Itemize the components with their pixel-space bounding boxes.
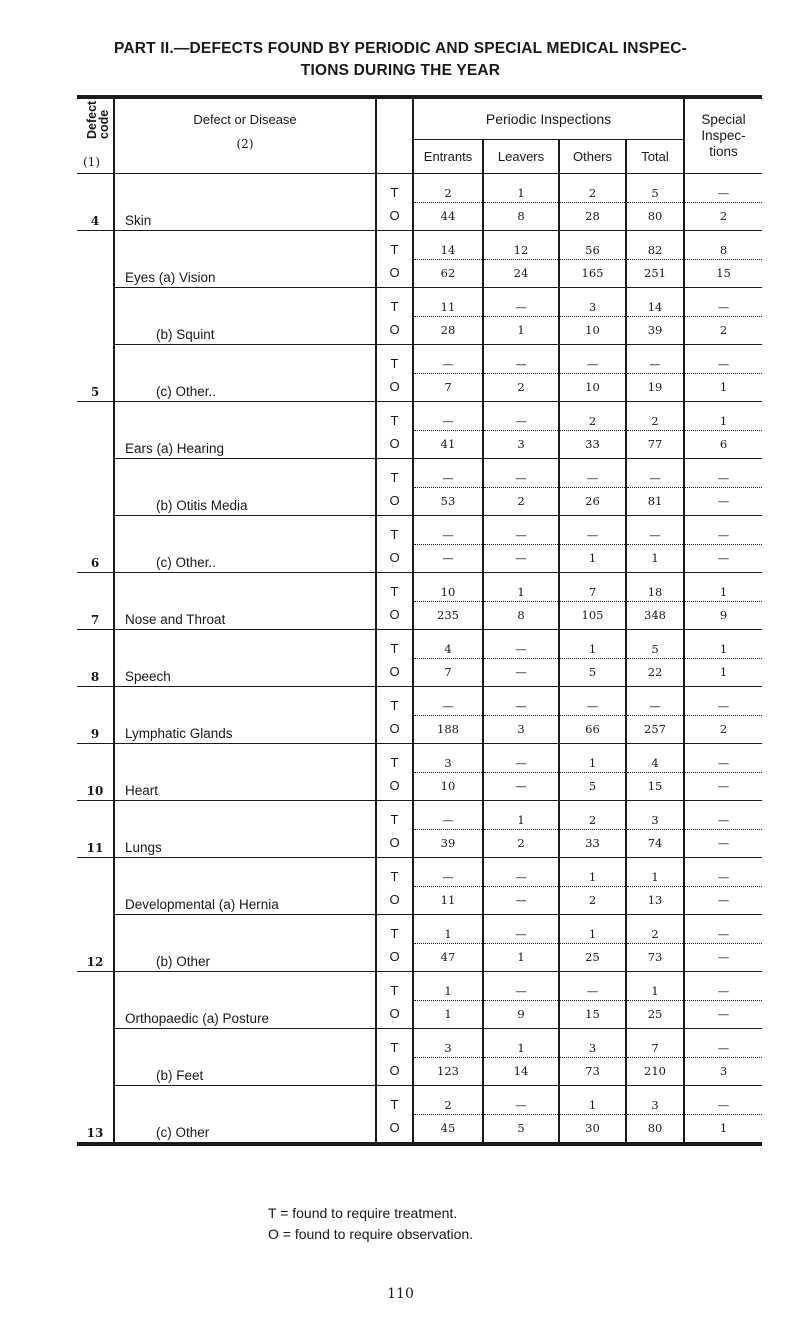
cell-observation-0: —: [413, 544, 483, 572]
row-label-t: T: [376, 1085, 413, 1114]
row-label-t: T: [376, 287, 413, 316]
table-row: [77, 344, 762, 373]
cell-observation-3: 39: [626, 316, 684, 344]
cell-observation-1: 9: [483, 1000, 559, 1028]
table-body: [77, 99, 762, 1142]
cell-treatment-4: 8: [684, 230, 762, 259]
cell-observation-3: 348: [626, 601, 684, 629]
special-header: [684, 99, 762, 173]
cell-treatment-1: —: [483, 458, 559, 487]
row-label-t: T: [376, 230, 413, 259]
legend-block: [268, 1203, 473, 1245]
row-label-t: T: [376, 572, 413, 601]
cell-observation-3: 81: [626, 487, 684, 515]
cell-treatment-3: —: [626, 344, 684, 373]
defect-name: Lungs: [114, 800, 376, 857]
cell-observation-0: 39: [413, 829, 483, 857]
cell-treatment-0: —: [413, 344, 483, 373]
title-line-2: TIONS DURING THE YEAR: [300, 62, 501, 79]
cell-observation-3: 15: [626, 772, 684, 800]
title-line-1: PART II.—DEFECTS FOUND BY PERIODIC AND SPECIAL MEDICAL INSPEC-: [113, 40, 688, 57]
cell-treatment-0: —: [413, 458, 483, 487]
row-label-t: T: [376, 743, 413, 772]
cell-observation-0: 41: [413, 430, 483, 458]
row-label-o: O: [376, 316, 413, 344]
cell-treatment-4: —: [684, 173, 762, 202]
row-label-o: O: [376, 202, 413, 230]
defect-code: 9: [77, 686, 114, 743]
row-label-t: T: [376, 686, 413, 715]
cell-treatment-4: —: [684, 971, 762, 1000]
cell-observation-3: 251: [626, 259, 684, 287]
cell-observation-2: 105: [559, 601, 626, 629]
defect-name: Skin: [114, 173, 376, 230]
cell-treatment-4: —: [684, 800, 762, 829]
cell-treatment-1: —: [483, 515, 559, 544]
defect-name: Heart: [114, 743, 376, 800]
disease-header-num: (2): [236, 137, 254, 151]
table-row: [77, 914, 762, 943]
cell-observation-1: 3: [483, 715, 559, 743]
disease-header-label: Defect or Disease: [193, 112, 297, 127]
cell-treatment-3: 18: [626, 572, 684, 601]
cell-treatment-1: —: [483, 1085, 559, 1114]
cell-treatment-1: 12: [483, 230, 559, 259]
cell-observation-2: 1: [559, 544, 626, 572]
cell-treatment-1: —: [483, 344, 559, 373]
cell-observation-1: —: [483, 658, 559, 686]
legend-o: O = found to require observation.: [268, 1226, 474, 1242]
cell-observation-0: 62: [413, 259, 483, 287]
cell-observation-0: 11: [413, 886, 483, 914]
row-label-o: O: [376, 1114, 413, 1142]
cell-observation-1: 14: [483, 1057, 559, 1085]
cell-treatment-0: 10: [413, 572, 483, 601]
row-label-o: O: [376, 373, 413, 401]
defect-code: 10: [77, 743, 114, 800]
cell-treatment-4: —: [684, 344, 762, 373]
row-label-t: T: [376, 173, 413, 202]
cell-treatment-0: 3: [413, 743, 483, 772]
cell-observation-1: 8: [483, 601, 559, 629]
table-row: [77, 857, 762, 886]
cell-observation-3: 257: [626, 715, 684, 743]
defect-code: 6: [77, 401, 114, 572]
cell-observation-1: 5: [483, 1114, 559, 1142]
cell-observation-4: 2: [684, 316, 762, 344]
table-row: [77, 401, 762, 430]
cell-observation-2: 165: [559, 259, 626, 287]
cell-treatment-0: 2: [413, 173, 483, 202]
cell-treatment-0: 1: [413, 914, 483, 943]
defect-name: Orthopaedic (a) Posture: [114, 971, 376, 1028]
cell-treatment-2: —: [559, 344, 626, 373]
row-label-t: T: [376, 800, 413, 829]
cell-treatment-0: 3: [413, 1028, 483, 1057]
cell-treatment-2: —: [559, 458, 626, 487]
cell-treatment-0: 11: [413, 287, 483, 316]
cell-observation-3: 13: [626, 886, 684, 914]
header-row-1: [77, 99, 762, 139]
col-header-others: Others: [559, 139, 626, 173]
cell-treatment-4: —: [684, 1028, 762, 1057]
cell-treatment-2: 2: [559, 401, 626, 430]
cell-treatment-3: 1: [626, 857, 684, 886]
row-label-t: T: [376, 857, 413, 886]
row-label-t: T: [376, 458, 413, 487]
cell-treatment-4: 1: [684, 629, 762, 658]
cell-treatment-0: —: [413, 800, 483, 829]
cell-observation-2: 5: [559, 772, 626, 800]
cell-treatment-0: 4: [413, 629, 483, 658]
cell-treatment-1: —: [483, 287, 559, 316]
cell-observation-3: 1: [626, 544, 684, 572]
cell-observation-0: 7: [413, 658, 483, 686]
col-header-total: Total: [626, 139, 684, 173]
defect-code: 8: [77, 629, 114, 686]
cell-observation-3: 80: [626, 202, 684, 230]
cell-observation-0: 28: [413, 316, 483, 344]
row-label-o: O: [376, 715, 413, 743]
defect-name: (c) Other: [114, 1085, 376, 1142]
row-label-o: O: [376, 829, 413, 857]
cell-observation-1: 24: [483, 259, 559, 287]
cell-observation-1: 3: [483, 430, 559, 458]
cell-observation-0: 1: [413, 1000, 483, 1028]
row-label-o: O: [376, 259, 413, 287]
cell-observation-2: 10: [559, 373, 626, 401]
cell-observation-2: 30: [559, 1114, 626, 1142]
cell-treatment-2: 2: [559, 173, 626, 202]
cell-treatment-0: —: [413, 857, 483, 886]
to-header: [376, 99, 413, 173]
cell-treatment-3: 2: [626, 914, 684, 943]
row-label-o: O: [376, 772, 413, 800]
cell-observation-1: 2: [483, 829, 559, 857]
row-label-o: O: [376, 430, 413, 458]
cell-treatment-2: 1: [559, 914, 626, 943]
cell-treatment-3: 14: [626, 287, 684, 316]
row-label-t: T: [376, 914, 413, 943]
cell-treatment-2: 56: [559, 230, 626, 259]
cell-treatment-3: —: [626, 686, 684, 715]
cell-observation-4: 2: [684, 715, 762, 743]
periodic-header: Periodic Inspections: [413, 99, 684, 139]
defect-name: Nose and Throat: [114, 572, 376, 629]
defect-code: 4: [77, 173, 114, 230]
cell-treatment-1: —: [483, 857, 559, 886]
cell-observation-3: 25: [626, 1000, 684, 1028]
cell-observation-3: 73: [626, 943, 684, 971]
row-label-t: T: [376, 344, 413, 373]
cell-observation-2: 33: [559, 829, 626, 857]
cell-observation-1: 8: [483, 202, 559, 230]
cell-observation-2: 26: [559, 487, 626, 515]
defects-grid: [77, 99, 762, 1142]
cell-treatment-4: 1: [684, 572, 762, 601]
cell-treatment-2: —: [559, 971, 626, 1000]
table-row: [77, 686, 762, 715]
cell-treatment-4: —: [684, 914, 762, 943]
cell-observation-4: —: [684, 487, 762, 515]
cell-observation-0: 123: [413, 1057, 483, 1085]
special-header-l2: Inspec-: [701, 127, 746, 143]
code-header-num: (1): [83, 154, 100, 169]
cell-observation-3: 77: [626, 430, 684, 458]
cell-treatment-4: —: [684, 686, 762, 715]
defect-name: (b) Other: [114, 914, 376, 971]
cell-observation-2: 28: [559, 202, 626, 230]
cell-treatment-2: —: [559, 515, 626, 544]
cell-treatment-3: 3: [626, 800, 684, 829]
cell-treatment-0: 2: [413, 1085, 483, 1114]
cell-treatment-1: —: [483, 401, 559, 430]
cell-treatment-4: —: [684, 857, 762, 886]
row-label-o: O: [376, 601, 413, 629]
cell-treatment-3: —: [626, 515, 684, 544]
defect-code: 5: [77, 230, 114, 401]
code-header: [77, 99, 114, 173]
cell-observation-2: 25: [559, 943, 626, 971]
defect-name: Developmental (a) Hernia: [114, 857, 376, 914]
table-row: [77, 572, 762, 601]
cell-treatment-1: 1: [483, 800, 559, 829]
cell-observation-4: 1: [684, 373, 762, 401]
cell-treatment-1: —: [483, 914, 559, 943]
defect-name: (c) Other..: [114, 515, 376, 572]
cell-observation-2: 10: [559, 316, 626, 344]
cell-treatment-4: —: [684, 458, 762, 487]
cell-treatment-1: —: [483, 971, 559, 1000]
cell-treatment-2: —: [559, 686, 626, 715]
cell-observation-3: 19: [626, 373, 684, 401]
cell-observation-2: 5: [559, 658, 626, 686]
special-header-l1: Special: [701, 111, 746, 127]
cell-observation-2: 33: [559, 430, 626, 458]
row-label-o: O: [376, 1000, 413, 1028]
cell-treatment-0: —: [413, 401, 483, 430]
cell-observation-3: 22: [626, 658, 684, 686]
defect-code: 12: [77, 857, 114, 971]
col-header-entrants: Entrants: [413, 139, 483, 173]
cell-observation-4: —: [684, 772, 762, 800]
row-label-t: T: [376, 629, 413, 658]
cell-observation-2: 66: [559, 715, 626, 743]
row-label-o: O: [376, 544, 413, 572]
cell-treatment-1: 1: [483, 572, 559, 601]
cell-observation-1: —: [483, 772, 559, 800]
defect-name: Ears (a) Hearing: [114, 401, 376, 458]
cell-treatment-3: 2: [626, 401, 684, 430]
defect-name: (c) Other..: [114, 344, 376, 401]
cell-observation-1: 1: [483, 316, 559, 344]
defect-name: (b) Otitis Media: [114, 458, 376, 515]
cell-observation-4: —: [684, 943, 762, 971]
cell-treatment-0: —: [413, 686, 483, 715]
cell-treatment-2: 3: [559, 287, 626, 316]
cell-observation-2: 2: [559, 886, 626, 914]
table-row: [77, 515, 762, 544]
col-header-leavers: Leavers: [483, 139, 559, 173]
table-bottom-rule: [77, 1142, 762, 1146]
code-header-label: Defect: [85, 100, 99, 139]
cell-treatment-2: 1: [559, 743, 626, 772]
cell-treatment-4: —: [684, 1085, 762, 1114]
cell-treatment-2: 1: [559, 1085, 626, 1114]
cell-treatment-2: 2: [559, 800, 626, 829]
cell-observation-4: —: [684, 886, 762, 914]
cell-observation-3: 210: [626, 1057, 684, 1085]
defect-code: 11: [77, 800, 114, 857]
row-label-o: O: [376, 487, 413, 515]
cell-treatment-1: 1: [483, 173, 559, 202]
cell-treatment-3: 5: [626, 629, 684, 658]
cell-treatment-1: —: [483, 743, 559, 772]
page-number: 110: [387, 1286, 414, 1302]
cell-treatment-1: —: [483, 686, 559, 715]
row-label-t: T: [376, 515, 413, 544]
cell-observation-4: 1: [684, 1114, 762, 1142]
cell-treatment-2: 1: [559, 857, 626, 886]
cell-observation-4: 3: [684, 1057, 762, 1085]
cell-observation-0: 45: [413, 1114, 483, 1142]
cell-observation-4: —: [684, 1000, 762, 1028]
row-label-t: T: [376, 1028, 413, 1057]
cell-observation-0: 53: [413, 487, 483, 515]
row-label-o: O: [376, 943, 413, 971]
cell-observation-1: —: [483, 886, 559, 914]
table-row: [77, 230, 762, 259]
cell-observation-0: 44: [413, 202, 483, 230]
cell-treatment-3: 3: [626, 1085, 684, 1114]
cell-treatment-4: —: [684, 743, 762, 772]
cell-observation-0: 10: [413, 772, 483, 800]
row-label-o: O: [376, 658, 413, 686]
defect-name: Lymphatic Glands: [114, 686, 376, 743]
cell-treatment-2: 7: [559, 572, 626, 601]
cell-treatment-3: —: [626, 458, 684, 487]
table-row: [77, 173, 762, 202]
cell-observation-2: 15: [559, 1000, 626, 1028]
cell-observation-0: 188: [413, 715, 483, 743]
table-row: [77, 287, 762, 316]
row-label-t: T: [376, 401, 413, 430]
cell-observation-1: 2: [483, 487, 559, 515]
cell-treatment-4: 1: [684, 401, 762, 430]
disease-header: [114, 99, 376, 173]
table-row: [77, 743, 762, 772]
cell-observation-0: 7: [413, 373, 483, 401]
cell-observation-1: 2: [483, 373, 559, 401]
cell-observation-3: 80: [626, 1114, 684, 1142]
defect-name: Eyes (a) Vision: [114, 230, 376, 287]
table-row: [77, 971, 762, 1000]
defects-table: [77, 95, 762, 1146]
cell-treatment-3: 82: [626, 230, 684, 259]
cell-treatment-0: 1: [413, 971, 483, 1000]
cell-observation-1: 1: [483, 943, 559, 971]
table-row: [77, 800, 762, 829]
table-row: [77, 1028, 762, 1057]
cell-treatment-1: —: [483, 629, 559, 658]
cell-observation-4: —: [684, 544, 762, 572]
legend-t: T = found to require treatment.: [268, 1205, 458, 1221]
defect-code: 7: [77, 572, 114, 629]
row-label-o: O: [376, 886, 413, 914]
cell-treatment-4: —: [684, 287, 762, 316]
cell-observation-4: 15: [684, 259, 762, 287]
table-row: [77, 1085, 762, 1114]
special-header-l3: tions: [709, 143, 738, 159]
cell-observation-0: 235: [413, 601, 483, 629]
cell-treatment-2: 3: [559, 1028, 626, 1057]
defect-name: Speech: [114, 629, 376, 686]
cell-treatment-1: 1: [483, 1028, 559, 1057]
cell-treatment-3: 4: [626, 743, 684, 772]
cell-observation-3: 74: [626, 829, 684, 857]
cell-observation-4: 1: [684, 658, 762, 686]
cell-treatment-4: —: [684, 515, 762, 544]
cell-observation-4: 6: [684, 430, 762, 458]
cell-treatment-3: 5: [626, 173, 684, 202]
cell-observation-4: 2: [684, 202, 762, 230]
defect-code: 13: [77, 971, 114, 1142]
cell-treatment-3: 1: [626, 971, 684, 1000]
cell-treatment-2: 1: [559, 629, 626, 658]
cell-treatment-3: 7: [626, 1028, 684, 1057]
defect-name: (b) Squint: [114, 287, 376, 344]
code-header-label-2: code: [97, 109, 111, 139]
cell-observation-2: 73: [559, 1057, 626, 1085]
cell-treatment-0: 14: [413, 230, 483, 259]
code-header-rotated: [83, 100, 111, 145]
cell-observation-4: 9: [684, 601, 762, 629]
row-label-o: O: [376, 1057, 413, 1085]
cell-observation-4: —: [684, 829, 762, 857]
row-label-t: T: [376, 971, 413, 1000]
cell-observation-0: 47: [413, 943, 483, 971]
table-row: [77, 458, 762, 487]
defect-name: (b) Feet: [114, 1028, 376, 1085]
cell-treatment-0: —: [413, 515, 483, 544]
table-row: [77, 629, 762, 658]
page-title: [40, 38, 761, 82]
cell-observation-1: —: [483, 544, 559, 572]
